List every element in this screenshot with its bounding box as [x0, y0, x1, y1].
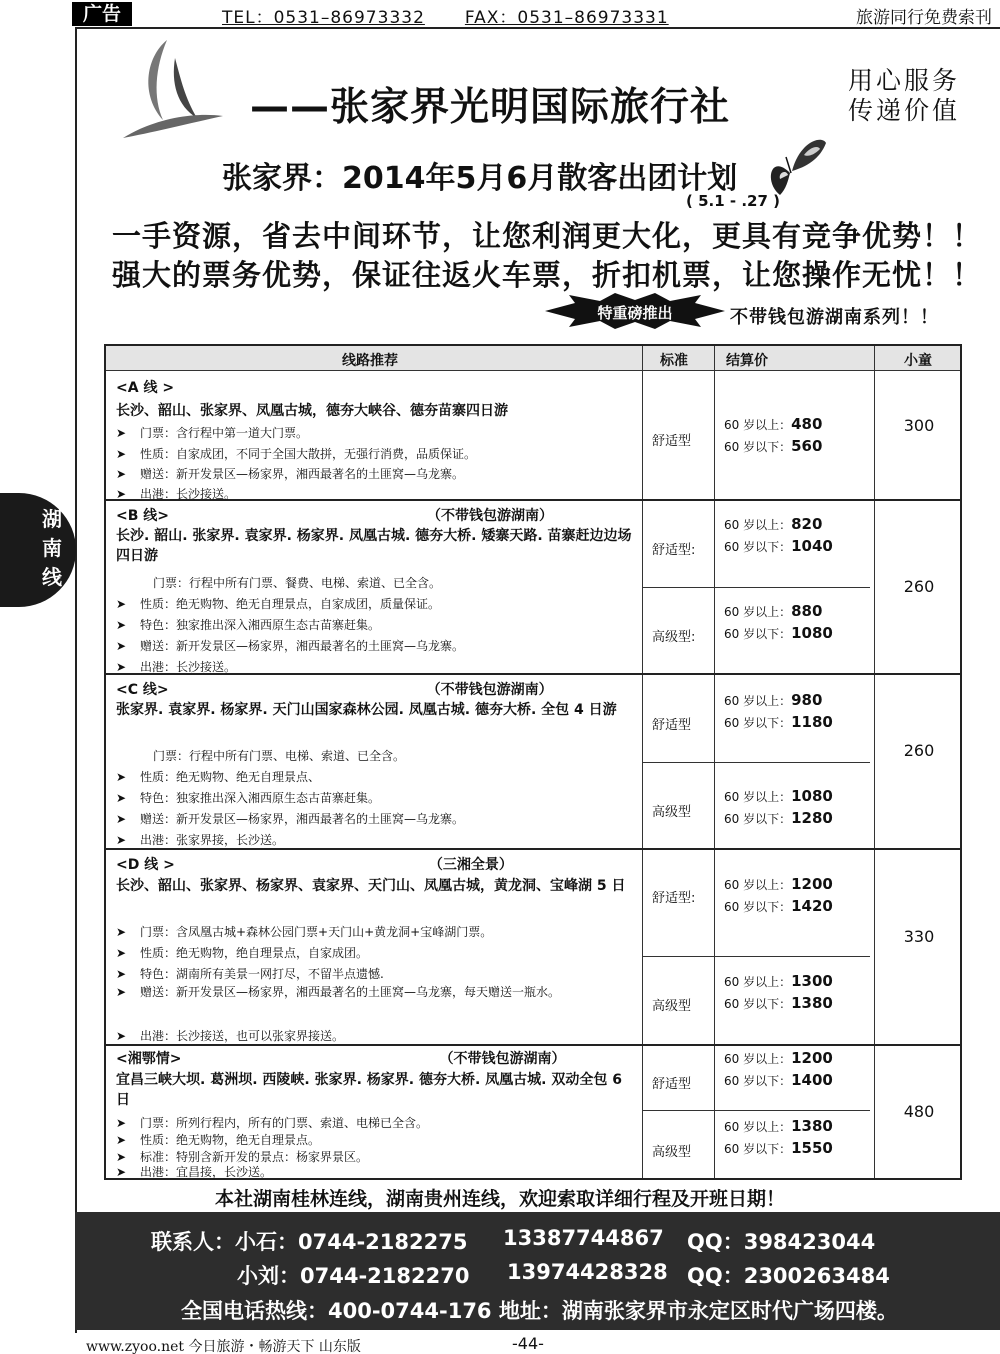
route-note: （不带钱包游湖南） — [426, 682, 553, 698]
route-item — [116, 944, 368, 961]
col-divider — [874, 346, 875, 1178]
child-price: 480 — [903, 1102, 935, 1121]
col-header-route: 线路推荐 — [342, 353, 398, 369]
route-item-text: 赠送：新开发景区—杨家界，湘西最著名的土匪窝—乌龙寨。 — [140, 812, 465, 826]
route-item-text: 出港：长沙接送，也可以张家界接送。 — [140, 1029, 345, 1043]
contact-2: 小刘：0744-2182270 — [237, 1264, 470, 1288]
route-item — [116, 831, 284, 848]
price-under60: 560 — [791, 437, 823, 455]
child-price: 260 — [903, 741, 935, 760]
mobile-1: 13387744867 — [503, 1226, 664, 1250]
magazine-title: 旅游同行免费索刊 — [856, 8, 992, 28]
side-tab-char: 湖 — [42, 507, 62, 531]
route-code-line — [116, 505, 553, 525]
header-tel: TEL：0531–86973332 — [222, 8, 425, 28]
price-label: 60 岁以下： — [724, 440, 792, 454]
route-code-line — [116, 1048, 565, 1068]
route-code: <C 线> — [116, 682, 169, 698]
route-item — [116, 747, 405, 764]
arrow-icon: ➤ — [116, 946, 127, 960]
company-name: ——张家界光明国际旅行社 — [250, 85, 731, 130]
arrow-icon: ➤ — [116, 1165, 127, 1179]
route-item-text: 出港：宜昌接，长沙送。 — [140, 1165, 273, 1179]
tier-price — [724, 514, 833, 558]
route-item — [116, 810, 464, 827]
tier-price — [724, 601, 833, 645]
arrow-icon: ➤ — [116, 985, 127, 999]
route-item-text: 门票：行程中所有门票、电梯、索道、已全含。 — [153, 749, 406, 763]
hotline-address: 全国电话热线：400-0744-176 地址：湖南张家界市永定区时代广场四楼。 — [181, 1299, 898, 1323]
tier-price — [724, 414, 822, 458]
arrow-icon: ➤ — [116, 447, 127, 461]
route-price-table — [104, 344, 962, 1180]
table-header — [106, 346, 960, 371]
arrow-icon: ➤ — [116, 660, 127, 674]
route-item-text: 性质：绝无购物、绝无自理景点，自家成团，质量保证。 — [140, 597, 441, 611]
price-label: 60 岁以下： — [724, 540, 792, 554]
route-d — [106, 848, 642, 1044]
route-item-text: 门票：所列行程内，所有的门票、索道、电梯已全含。 — [140, 1116, 429, 1130]
butterfly-icon — [760, 133, 830, 201]
route-item-text: 门票：含凤凰古城+森林公园门票+天门山+黄龙洞+宝峰湖门票。 — [140, 925, 493, 939]
route-item — [116, 982, 642, 1002]
date-range: ( 5.1 - .27 ) — [686, 192, 780, 210]
price-under60: 1420 — [791, 897, 833, 915]
tier-divider — [642, 587, 870, 588]
arrow-icon: ➤ — [116, 812, 127, 826]
route-a — [106, 371, 642, 499]
route-code: <湘鄂情> — [116, 1051, 182, 1067]
mobile-2: 13974428328 — [507, 1260, 668, 1284]
tier-divider — [642, 762, 870, 763]
price-label: 60 岁以上： — [724, 418, 792, 432]
ad-label: 广告 — [72, 2, 132, 26]
route-note: （不带钱包游湖南） — [439, 1051, 566, 1067]
price-label: 60 岁以上： — [724, 878, 792, 892]
col-header-standard: 标准 — [660, 353, 688, 369]
contact-box — [75, 1212, 1000, 1330]
arrow-icon: ➤ — [116, 770, 127, 784]
tier-type: 舒适型: — [652, 543, 696, 558]
route-item — [116, 574, 441, 591]
route-item-text: 特色：湖南所有美景一网打尽，不留半点遗憾. — [140, 967, 384, 981]
plan-title: 张家界：2014年5月6月散客出团计划 — [222, 161, 738, 196]
price-label: 60 岁以上： — [724, 1052, 792, 1066]
route-item — [116, 965, 384, 982]
price-under60: 1080 — [791, 624, 833, 642]
tagline-1: 一手资源，省去中间环节，让您利润更大化，更具有竞争优势！！ — [112, 219, 983, 253]
qq-1: QQ：398423044 — [687, 1230, 876, 1254]
tier-price — [724, 1048, 833, 1092]
route-title: 长沙、韶山、张家界、凤凰古城，德夯大峡谷、德夯苗寨四日游 — [116, 403, 508, 419]
route-code-line — [116, 854, 513, 874]
header-fax: FAX：0531–86973331 — [464, 8, 669, 28]
page-number: -44- — [512, 1334, 544, 1353]
price-label: 60 岁以下： — [724, 627, 792, 641]
slogan-line-2: 传递价值 — [848, 96, 961, 125]
price-over60: 1380 — [791, 1117, 833, 1135]
tier-type: 高级型 — [652, 999, 692, 1014]
tier-type: 高级型: — [652, 630, 696, 645]
price-over60: 1300 — [791, 972, 833, 990]
route-item — [116, 445, 476, 462]
route-item-text: 特色：独家推出深入湘西原生态古苗寨赶集。 — [140, 791, 381, 805]
price-label: 60 岁以上： — [724, 790, 792, 804]
tier-divider — [642, 956, 870, 957]
footer-site: www.zyoo.net 今日旅游・畅游天下 山东版 — [86, 1339, 361, 1354]
route-note: （不带钱包游湖南） — [427, 508, 554, 524]
tier-divider — [642, 1110, 870, 1111]
arrow-icon: ➤ — [116, 833, 127, 847]
arrow-icon: ➤ — [116, 426, 127, 440]
price-label: 60 岁以上： — [724, 694, 792, 708]
price-label: 60 岁以下： — [724, 812, 792, 826]
price-under60: 1400 — [791, 1071, 833, 1089]
route-item — [116, 1163, 272, 1180]
price-label: 60 岁以上： — [724, 518, 792, 532]
route-item — [116, 768, 320, 785]
price-over60: 820 — [791, 515, 823, 533]
arrow-icon: ➤ — [116, 925, 127, 939]
route-item-text: 性质：自家成团，不同于全国大散拼，无强行消费，品质保证。 — [140, 447, 477, 461]
tier-price — [724, 874, 833, 918]
route-item — [116, 595, 440, 612]
route-item-text: 标准：特别含新开发的景点：杨家界景区。 — [140, 1150, 369, 1164]
route-note: （三湘全景） — [428, 857, 513, 873]
tier-price — [724, 786, 833, 830]
tier-type: 舒适型 — [652, 718, 692, 733]
child-price: 330 — [903, 927, 935, 946]
route-title: 张家界. 袁家界. 杨家界. 天门山国家森林公园. 凤凰古城. 德夯大桥. 全包 4 日游 — [116, 702, 617, 718]
price-over60: 980 — [791, 691, 823, 709]
route-item — [116, 465, 464, 482]
route-code: <D 线 > — [116, 857, 175, 873]
tier-type: 高级型 — [652, 805, 692, 820]
arrow-icon: ➤ — [116, 467, 127, 481]
route-b — [106, 499, 642, 673]
price-over60: 880 — [791, 602, 823, 620]
arrow-icon: ➤ — [116, 1029, 127, 1043]
promo-label: 特重磅推出 — [597, 304, 673, 322]
child-price: 300 — [903, 416, 935, 435]
section-side-tab — [0, 493, 76, 607]
route-item-text: 赠送：新开发景区—杨家界，湘西最著名的土匪窝—乌龙寨。 — [140, 467, 465, 481]
route-xiang-e-qing — [106, 1044, 642, 1180]
route-item — [116, 424, 308, 441]
route-item — [116, 1114, 428, 1131]
col-header-child: 小童 — [904, 353, 932, 369]
route-title: 长沙、韶山、张家界、杨家界、袁家界、天门山、凤凰古城，黄龙洞、宝峰湖 5 日 — [116, 878, 626, 894]
price-label: 60 岁以下： — [724, 1074, 792, 1088]
route-c — [106, 673, 642, 848]
price-label: 60 岁以下： — [724, 997, 792, 1011]
sail-logo-icon — [115, 38, 225, 142]
contact-1: 联系人：小石：0744-2182275 — [151, 1230, 468, 1254]
tier-type: 高级型 — [652, 1145, 692, 1160]
route-item-text: 赠送：新开发景区—杨家界，湘西最著名的土匪窝—乌龙寨，每天赠送一瓶水。 — [140, 985, 561, 999]
tier-price — [724, 1116, 833, 1160]
tier-type: 舒适型: — [652, 891, 696, 906]
price-over60: 480 — [791, 415, 823, 433]
arrow-icon: ➤ — [116, 967, 127, 981]
arrow-icon: ➤ — [116, 1133, 127, 1147]
route-code: <A 线 > — [116, 380, 175, 396]
route-title: 宜昌三峡大坝. 葛洲坝. 西陵峡. 张家界. 杨家界. 德夯大桥. 凤凰古城. 双动全包 6 日 — [116, 1072, 622, 1108]
tagline-2: 强大的票务优势，保证往返火车票，折扣机票，让您操作无忧！！ — [112, 258, 983, 292]
price-under60: 1180 — [791, 713, 833, 731]
qq-2: QQ：2300263484 — [687, 1264, 890, 1288]
tier-type: 舒适型 — [652, 1077, 692, 1092]
price-label: 60 岁以下： — [724, 716, 792, 730]
price-under60: 1040 — [791, 537, 833, 555]
price-label: 60 岁以上： — [724, 605, 792, 619]
route-item-text: 出港：长沙接送。 — [140, 487, 237, 501]
arrow-icon: ➤ — [116, 1150, 127, 1164]
arrow-icon: ➤ — [116, 487, 127, 501]
price-over60: 1080 — [791, 787, 833, 805]
route-item — [116, 923, 492, 940]
col-header-price: 结算价 — [726, 353, 768, 369]
price-under60: 1550 — [791, 1139, 833, 1157]
arrow-icon: ➤ — [116, 1116, 127, 1130]
top-strip — [0, 0, 1000, 28]
price-under60: 1280 — [791, 809, 833, 827]
route-code: <B 线> — [116, 508, 170, 524]
arrow-icon: ➤ — [116, 639, 127, 653]
route-item — [116, 637, 464, 654]
header-contact-line — [222, 3, 669, 28]
route-code-line — [116, 679, 553, 699]
price-over60: 1200 — [791, 875, 833, 893]
route-item-text: 门票：行程中所有门票、餐费、电梯、索道、已全含。 — [153, 576, 442, 590]
connection-note: 本社湖南桂林连线，湖南贵州连线，欢迎索取详细行程及开班日期！ — [214, 1188, 785, 1210]
arrow-icon: ➤ — [116, 618, 127, 632]
price-label: 60 岁以上： — [724, 1120, 792, 1134]
price-label: 60 岁以下： — [724, 900, 792, 914]
tier-price — [724, 690, 833, 734]
route-item — [116, 1027, 344, 1044]
route-item-text: 性质：绝无购物、绝无自理景点、 — [140, 770, 321, 784]
price-label: 60 岁以下： — [724, 1142, 792, 1156]
tier-price — [724, 971, 833, 1015]
route-item-text: 特色：独家推出深入湘西原生态古苗寨赶集。 — [140, 618, 381, 632]
route-item — [116, 1131, 320, 1148]
route-item-text: 性质：绝无购物，绝自理景点，自家成团。 — [140, 946, 369, 960]
child-price: 260 — [903, 577, 935, 596]
side-tab-char: 南 — [42, 536, 62, 560]
slogan-line-1: 用心服务 — [848, 66, 961, 95]
route-item-text: 赠送：新开发景区—杨家界，湘西最著名的土匪窝—乌龙寨。 — [140, 639, 465, 653]
route-item-text: 门票：含行程中第一道大门票。 — [140, 426, 309, 440]
company-slogan — [848, 66, 960, 126]
arrow-icon: ➤ — [116, 597, 127, 611]
route-item — [116, 789, 380, 806]
route-item — [116, 616, 380, 633]
route-title: 长沙. 韶山. 张家界. 袁家界. 杨家界. 凤凰古城. 德夯大桥. 矮寨天路. 苗寨赶边边场四日游 — [116, 528, 632, 564]
route-item-text: 出港：长沙接送。 — [140, 660, 237, 674]
price-label: 60 岁以上： — [724, 975, 792, 989]
price-over60: 1200 — [791, 1049, 833, 1067]
route-item-text: 性质：绝无购物，绝无自理景点。 — [140, 1133, 321, 1147]
side-tab-char: 线 — [42, 565, 62, 589]
series-title: 不带钱包游湖南系列！！ — [730, 307, 939, 328]
arrow-icon: ➤ — [116, 791, 127, 805]
price-under60: 1380 — [791, 994, 833, 1012]
tier-type: 舒适型 — [652, 434, 692, 449]
route-item-text: 出港：张家界接，长沙送。 — [140, 833, 285, 847]
